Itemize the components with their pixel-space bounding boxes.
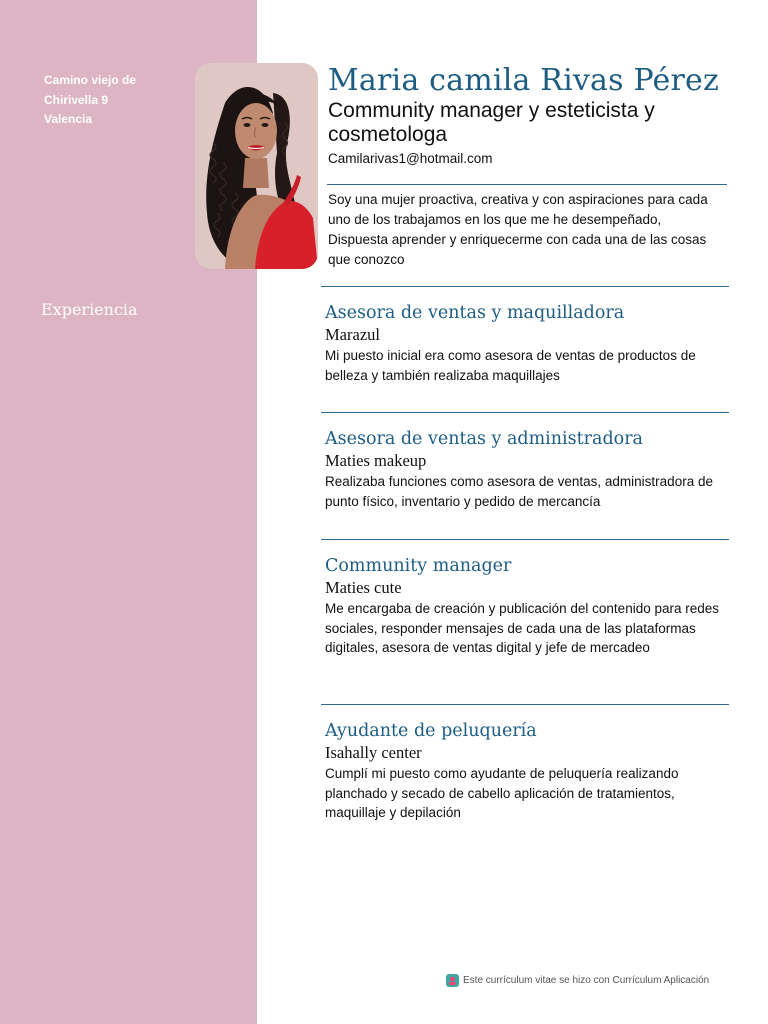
divider [321,412,729,413]
address-line: Valencia [44,112,93,126]
job-title: Asesora de ventas y maquilladora [325,303,625,323]
profile-photo [195,63,318,269]
experience-section-label: Experiencia [41,300,138,319]
job-title: Ayudante de peluquería [325,721,537,741]
footer-credit [446,974,709,987]
job-title: Asesora de ventas y administradora [325,429,643,449]
app-logo-icon [446,974,459,987]
divider [327,184,727,185]
company-name: Isahally center [325,743,422,762]
experience-item [325,555,725,658]
profile-photo-illustration [195,63,318,269]
profile-summary: Soy una mujer proactiva, creativa y con aspiraciones para cada uno de los trabajamos en los que me he desempeñado, Dispuesta aprender y enriquecerme con cada una de las cosas que conozco [328,192,708,267]
job-description: Me encargaba de creación y publicación del contenido para redes sociales, responder mensajes de cada una de las plataformas digitales, asesora de ventas digital y jefe de mercadeo [325,601,720,656]
email-address[interactable]: Camilarivas1@hotmail.com [328,151,493,166]
company-name: Maties makeup [325,451,427,470]
experience-item [325,720,725,823]
footer-text: Este currículum vitae se hizo con Currículum Aplicación [463,975,710,986]
address-line: Chirivella 9 [44,92,109,107]
address-line: Camino viejo de [44,73,137,87]
divider [321,286,729,287]
job-description: Realizaba funciones como asesora de ventas, administradora de punto físico, inventario y pedido de mercancía [325,474,713,509]
company-name: Maties cute [325,578,402,597]
job-description: Cumplí mi puesto como ayudante de peluquería realizando planchado y secado de cabello aplicación de tratamientos, maquillaje y depilación [325,766,679,821]
full-name: Maria camila Rivas Pérez [328,63,719,98]
job-description: Mi puesto inicial era como asesora de ventas de productos de belleza y también realizaba maquillajes [325,348,696,383]
job-role: Community manager y esteticista y cosmetologa [328,99,655,146]
experience-item [325,428,725,511]
divider [321,704,729,705]
address [44,71,174,130]
company-name: Marazul [325,325,380,344]
experience-item [325,302,725,385]
divider [321,539,729,540]
job-title: Community manager [325,556,512,576]
